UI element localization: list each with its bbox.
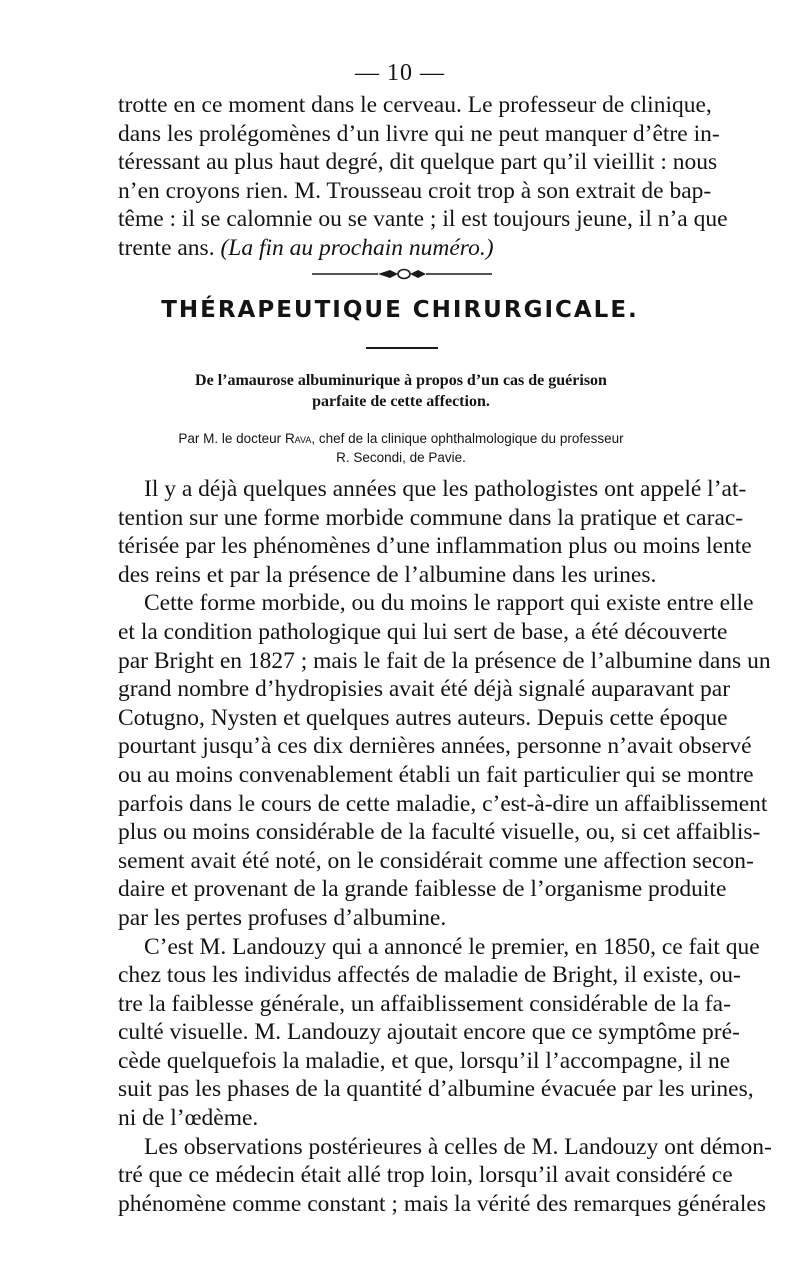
text-line: chez tous les individus affectés de maladie de Bright, il existe, ou- bbox=[118, 962, 741, 989]
text-line: cède quelquefois la maladie, et que, lorsqu’il l’accompagne, il ne bbox=[118, 1047, 731, 1074]
continuation-note: (La fin au prochain numéro.) bbox=[220, 234, 494, 261]
text-line: tre la faiblesse générale, un affaiblissement considérable de la fa- bbox=[118, 990, 731, 1017]
text-line: tention sur une forme morbide commune dans la pratique et carac- bbox=[118, 504, 744, 531]
paragraph bbox=[118, 475, 752, 589]
text-line: daire et provenant de la grande faiblesse de l’organisme produite bbox=[118, 876, 727, 903]
text-line: par Bright en 1827 ; mais le fait de la présence de l’albumine dans un bbox=[118, 647, 771, 674]
text-line: n’en croyons rien. M. Trousseau croit trop à son extrait de bap- bbox=[118, 177, 712, 204]
text-line: térisée par les phénomènes d’une inflammation plus ou moins lente bbox=[118, 533, 752, 560]
text-line bbox=[118, 234, 684, 263]
text-line: phénomène comme constant ; mais la vérité des remarques générales bbox=[118, 1190, 766, 1217]
paragraph bbox=[118, 1133, 772, 1219]
text-line: culté visuelle. M. Landouzy ajoutait encore que ce symptôme pré- bbox=[118, 1019, 740, 1046]
author-affiliation: chef de la clinique ophthalmologique du professeur bbox=[318, 431, 624, 446]
text-line: téressant au plus haut degré, dit quelque part qu’il vieillit : nous bbox=[118, 149, 718, 176]
author-prefix: Par M. le docteur bbox=[178, 431, 282, 446]
author-name: Rava, bbox=[284, 431, 316, 446]
text-line: ni de l’œdème. bbox=[118, 1105, 259, 1132]
page-number: — 10 — bbox=[355, 60, 445, 86]
text-line: parfois dans le cours de cette maladie, c’est-à-dire un affaiblissement bbox=[118, 790, 768, 817]
article-title bbox=[118, 370, 684, 412]
divider-rule bbox=[366, 347, 438, 349]
text-line: suit pas les phases de la quantité d’albumine évacuée par les urines, bbox=[118, 1076, 754, 1103]
text-line: plus ou moins considérable de la faculté visuelle, ou, si cet affaiblis- bbox=[118, 819, 761, 846]
text-line: et la condition pathologique qui lui sert de base, a été découverte bbox=[118, 618, 728, 645]
text-line: sement avait été noté, on le considérait comme une affection secon- bbox=[118, 847, 754, 874]
text-line: Il y a déjà quelques années que les pathologistes ont appelé l’at- bbox=[144, 476, 747, 502]
text-line: Cotugno, Nysten et quelques autres auteurs. Depuis cette époque bbox=[118, 704, 728, 731]
text-line: pourtant jusqu’à ces dix dernières années, personne n’avait observé bbox=[118, 733, 752, 760]
paragraph bbox=[118, 933, 760, 1133]
author-byline bbox=[118, 429, 684, 467]
text-line: par les pertes profuses d’albumine. bbox=[118, 904, 447, 931]
ornamental-divider bbox=[312, 264, 492, 284]
text-line: tême : il se calomnie ou se vante ; il est toujours jeune, il n’a que bbox=[118, 206, 728, 233]
article-body bbox=[118, 475, 772, 1218]
text-line: des reins et par la présence de l’albumine dans les urines. bbox=[118, 561, 657, 588]
text-line: dans les prolégomènes d’un livre qui ne peut manquer d’être in- bbox=[118, 120, 720, 147]
text-line: Les observations postérieures à celles de M. Landouzy ont démon- bbox=[144, 1133, 772, 1160]
text-line: ou au moins convenablement établi un fait particulier qui se montre bbox=[118, 761, 754, 788]
text-line: tré que ce médecin était allé trop loin, lorsqu’il avait considéré ce bbox=[118, 1162, 733, 1189]
author-line: R. Secondi, de Pavie. bbox=[336, 450, 466, 465]
previous-article-ending bbox=[118, 91, 728, 263]
section-title: THÉRAPEUTIQUE CHIRURGICALE. bbox=[161, 297, 639, 323]
paragraph bbox=[118, 589, 771, 932]
text-line: Cette forme morbide, ou du moins le rapport qui existe entre elle bbox=[144, 590, 754, 617]
text-line: C’est M. Landouzy qui a annoncé le premier, en 1850, ce fait que bbox=[144, 933, 760, 960]
text-line: trotte en ce moment dans le cerveau. Le professeur de clinique, bbox=[118, 92, 712, 118]
author-line bbox=[118, 429, 684, 448]
article-title-line: De l’amaurose albuminurique à propos d’un cas de guérison bbox=[195, 372, 607, 389]
text-line: grand nombre d’hydropisies avait été déjà signalé auparavant par bbox=[118, 676, 731, 703]
text-line-end: trente ans. bbox=[118, 234, 215, 261]
article-title-line: parfaite de cette affection. bbox=[312, 393, 490, 410]
